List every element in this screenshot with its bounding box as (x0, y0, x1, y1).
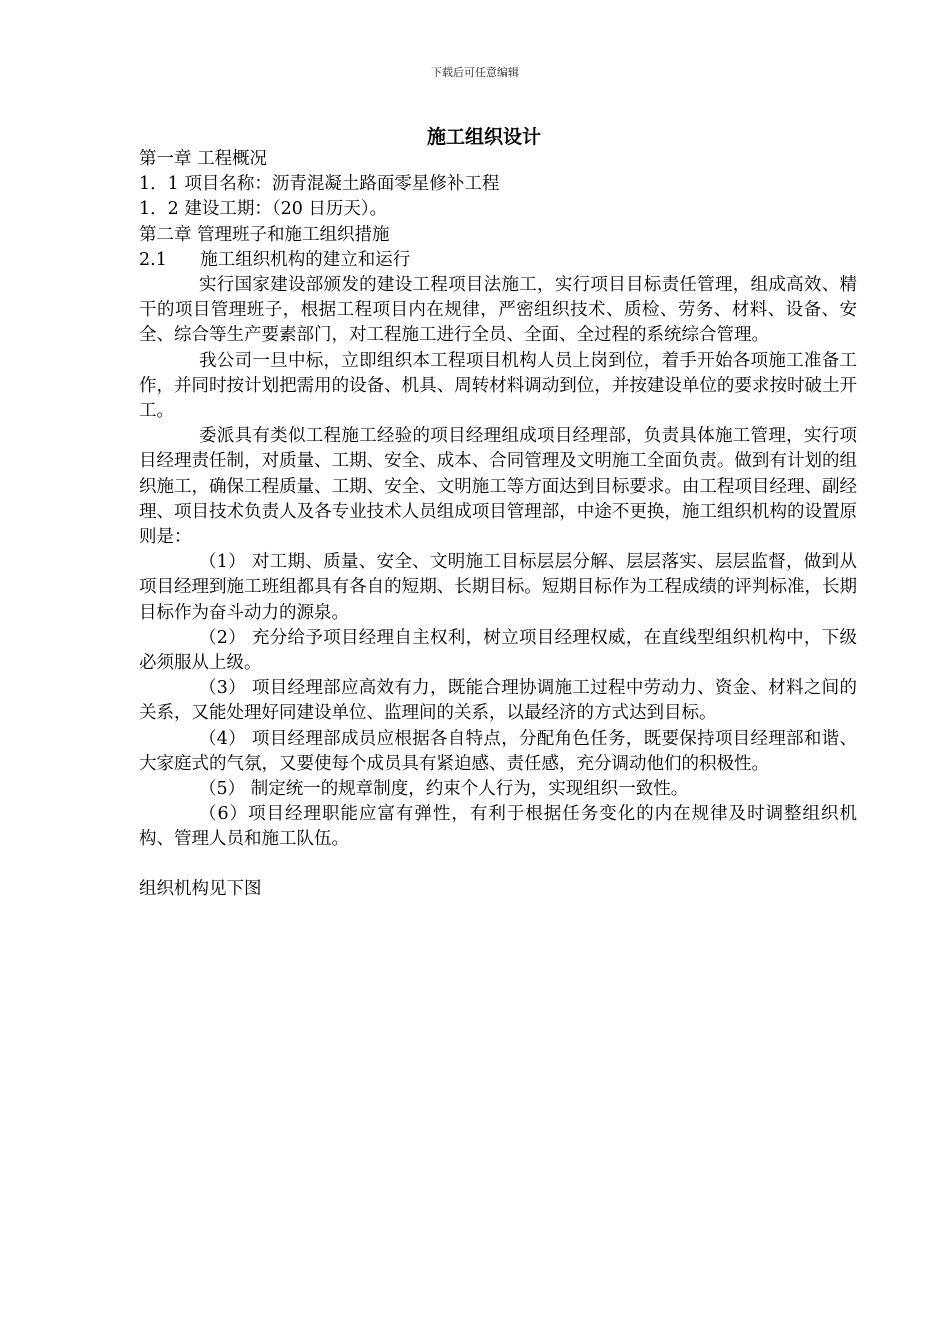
document-title: 施工组织设计 (426, 126, 541, 148)
chapter-1-heading: 第一章 工程概况 (139, 149, 268, 169)
org-chart-caption: 组织机构见下图 (139, 878, 262, 899)
chapter-2-heading: 第二章 管理班子和施工组织措施 (139, 224, 390, 245)
principle-item-2: （2） 充分给予项目经理自主权利，树立项目经理权威，在直线型组织机构中，下级必须服从上级。 (139, 627, 857, 674)
body-paragraph: 实行国家建设部颁发的建设工程项目法施工，实行项目目标责任管理，组成高效、精干的项目管理班子，根据工程项目内在规律，严密组织技术、质检、劳务、材料、设备、安全、综合等生产要素部门，对工程施工进行全员、全面、全过程的系统综合管理。 (139, 275, 857, 346)
principle-item-3: （3） 项目经理部应高效有力，既能合理协调施工过程中劳动力、资金、材料之间的关系，又能处理好同建设单位、监理间的关系，以最经济的方式达到目标。 (139, 678, 857, 724)
page-header-note: 下载后可任意编辑 (431, 66, 519, 79)
principle-item-1: （1） 对工期、质量、安全、文明施工目标层层分解、层层落实、层层监督，做到从项目经理到施工班组都具有各自的短期、长期目标。短期目标作为工程成绩的评判标准，长期目标作为奋斗动力的源泉。 (139, 552, 857, 623)
body-paragraph: 委派具有类似工程施工经验的项目经理组成项目经理部，负责具体施工管理，实行项目经理责任制，对质量、工期、安全、成本、合同管理及文明施工全面负责。做到有计划的组织施工，确保工程质量、工期、安全、文明施工等方面达到目标要求。由工程项目经理、副经理、项目技术负责人及各专业技术人员组成项目管理部，中途不更换，施工组织机构的设置原则是： (139, 426, 857, 548)
item-1-1-project-name: 1．1 项目名称：沥青混凝土路面零星修补工程 (139, 174, 500, 195)
body-paragraph: 我公司一旦中标，立即组织本工程项目机构人员上岗到位，着手开始各项施工准备工作，并同时按计划把需用的设备、机具、周转材料调动到位，并按建设单位的要求按时破土开工。 (139, 350, 857, 422)
spacer (139, 853, 857, 877)
principle-item-5: （5） 制定统一的规章制度，约束个人行为，实现组织一致性。 (199, 779, 689, 800)
principle-item-6: （6）项目经理职能应富有弹性，有利于根据任务变化的内在规律及时调整组织机构、管理人员和施工队伍。 (139, 804, 857, 850)
section-2-1-heading: 2.1 施工组织机构的建立和运行 (139, 249, 411, 270)
item-1-2-construction-period: 1．2 建设工期：（20 日历天）。 (139, 199, 388, 220)
principle-item-4: （4） 项目经理部成员应根据各自特点，分配角色任务，既要保持项目经理部和谐、大家庭式的气氛，又要使每个成员具有紧迫感、责任感，充分调动他们的积极性。 (139, 728, 857, 774)
document-body (139, 147, 857, 902)
